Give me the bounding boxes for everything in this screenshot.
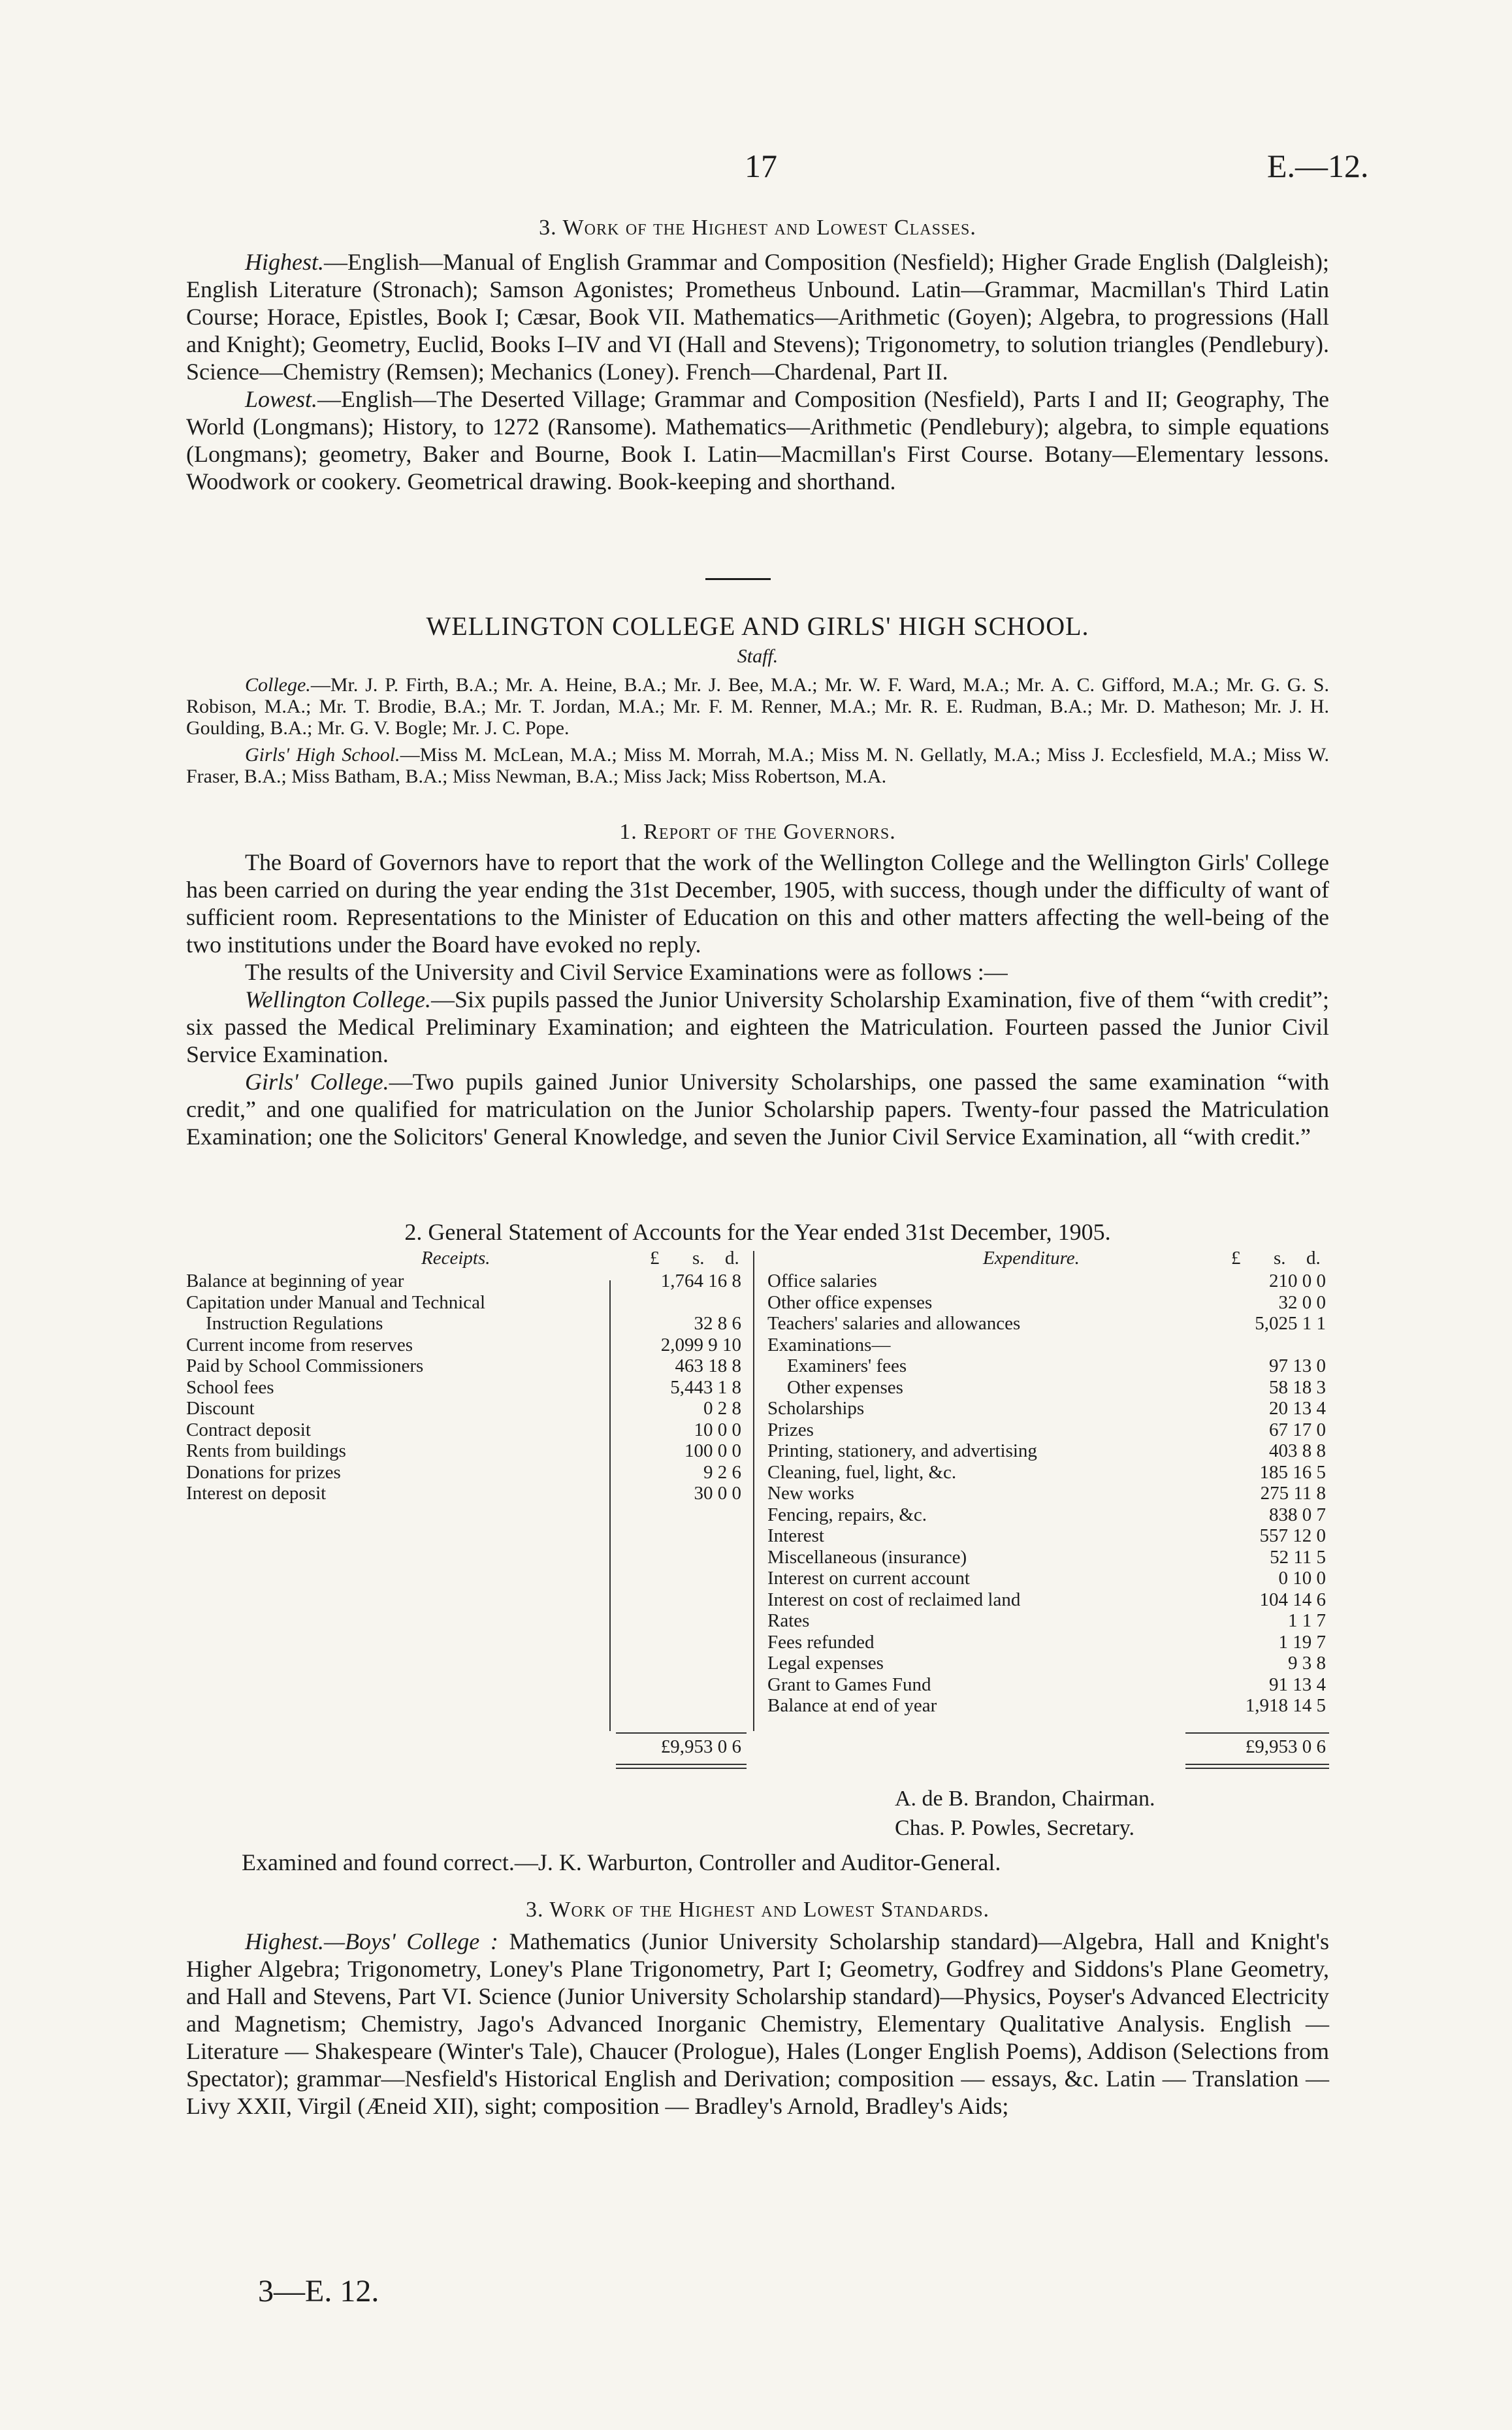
standards-text: Mathematics (Junior University Scholarship standard)—Algebra, Hall and Knight's Higher Algebra; Trigonometry, Loney's Plane Trigonometry, Part I; Geometry, Godfrey and Siddons's Plane Geometry, and Hall and Stevens, Part VI. Science (Junior University Scholarship standard)—Physics, Poyser's Advanced Electricity and Magnetism; Chemistry, Jago's Advanced Inorganic Chemistry, Elementary Qualitative Analysis. English — Literature — Shakespeare (Winter's Tale), Chaucer (Prologue), Hales (Longer English Poems), Addison (Selections from Spectator); grammar—Nesfield's Historical English and Derivation; composition — essays, &c. Latin — Translation — Livy XXII, Virgil (Æneid XII), sight; composition — Bradley's Arnold, Bradley's Aids; xyxy=(186,1928,1330,2119)
expenditure-label: Other office expenses xyxy=(767,1291,933,1313)
expenditure-label: Fencing, repairs, &c. xyxy=(767,1504,927,1525)
receipts-total: £9,953 0 6 xyxy=(660,1736,741,1757)
report-paragraph-4: Girls' College.—Two pupils gained Junior University Scholarships, one passed the same examination “with credit,” and one qualified for matriculation on the Junior Scholarship papers. Twenty-four passed the Matriculation Examination; one the Solicitors' General Knowledge, and seven the Junior Civil Service Examination, all “with credit.” xyxy=(186,1069,1329,1150)
wellington-college-label: Wellington College. xyxy=(245,986,431,1012)
expenditure-amount: 52 11 5 xyxy=(1270,1546,1326,1568)
receipts-amount xyxy=(591,1292,741,1313)
receipts-amount: 30 0 0 xyxy=(694,1483,741,1504)
expenditure-label: Examiners' fees xyxy=(787,1355,907,1376)
receipts-amount: 2,099 9 10 xyxy=(660,1334,741,1355)
receipts-label: Capitation under Manual and Technical xyxy=(186,1291,486,1313)
receipts-label: Instruction Regulations xyxy=(206,1313,383,1334)
school-staff-section xyxy=(186,611,1329,787)
expenditure-label: Legal expenses xyxy=(767,1653,884,1674)
receipts-label: Donations for prizes xyxy=(186,1461,341,1483)
staff-heading: Staff. xyxy=(737,645,779,667)
expenditure-total-rule-2 xyxy=(1185,1768,1329,1769)
receipts-amount: 10 0 0 xyxy=(694,1419,741,1440)
standards-heading: 3. Work of the Highest and Lowest Standards. xyxy=(526,1898,989,1922)
expenditure-label: Fees refunded xyxy=(767,1631,875,1653)
signature-mark: 3—E. 12. xyxy=(258,2274,379,2308)
expenditure-total-rule-1 xyxy=(1185,1764,1329,1765)
chairman-signature: A. de B. Brandon, Chairman. xyxy=(895,1787,1155,1811)
highest-text: —English—Manual of English Grammar and Composition (Nesfield); Higher Grade English (Dalgleish); English Literature (Stronach); Samson Agonistes; Prometheus Unbound. Latin—Grammar, Macmillan's Third Latin Course; Horace, Epistles, Book I; Cæsar, Book VII. Mathematics—Arithmetic (Goyen); Algebra, to progressions (Hall and Knight); Geometry, Euclid, Books I–IV and VI (Hall and Stevens); Trigonometry, to solution triangles (Pendlebury). Science—Chemistry (Remsen); Mechanics (Loney). French—Chardenal, Part II. xyxy=(186,249,1329,385)
college-staff-list xyxy=(186,674,1329,739)
expenditure-amount: 838 0 7 xyxy=(1269,1504,1326,1525)
expenditure-amount: 58 18 3 xyxy=(1269,1376,1326,1398)
expenditure-amount: 32 0 0 xyxy=(1278,1291,1326,1313)
expenditure-amount: 275 11 8 xyxy=(1260,1483,1326,1504)
receipts-amount: 100 0 0 xyxy=(684,1440,741,1461)
expenditure-amount: 403 8 8 xyxy=(1269,1440,1326,1461)
expenditure-col-shillings: s. xyxy=(1274,1248,1286,1269)
expenditure-label: Interest on current account xyxy=(767,1568,970,1589)
receipts-label: Receipts. xyxy=(421,1248,491,1269)
page-number: 17 xyxy=(745,148,777,184)
girls-college-label: Girls' College. xyxy=(245,1069,389,1095)
receipts-total-rule-2 xyxy=(616,1768,747,1769)
receipts-amount: 463 18 8 xyxy=(675,1355,741,1376)
standards-paragraph xyxy=(186,1928,1329,2120)
receipts-col-pounds: £ xyxy=(650,1248,660,1269)
expenditure-label: Examinations— xyxy=(767,1334,891,1355)
receipts-total-rule-1 xyxy=(616,1764,747,1765)
expenditure-amount: 97 13 0 xyxy=(1269,1355,1326,1376)
expenditure-label: Other expenses xyxy=(787,1376,903,1398)
expenditure-amount: 210 0 0 xyxy=(1269,1271,1326,1291)
expenditure-amount: 91 13 4 xyxy=(1269,1674,1326,1695)
college-label: College. xyxy=(245,674,311,696)
expenditure-label: Rates xyxy=(767,1610,810,1631)
college-staff-text: —Mr. J. P. Firth, B.A.; Mr. A. Heine, B.A.; Mr. J. Bee, M.A.; Mr. W. F. Ward, M.A.; Mr. A. C. Gifford, M.A.; Mr. G. G. S. Robison, M.A.; Mr. T. Brodie, B.A.; Mr. T. Jordan, M.A.; Mr. F. M. Renner, M.A.; Mr. R. E. Rudman, B.A.; Mr. D. Matheson; Mr. J. H. Goulding, B.A.; Mr. G. V. Bogle; Mr. J. C. Pope. xyxy=(186,674,1329,739)
governors-report xyxy=(186,820,1329,1150)
expenditure-label: Expenditure. xyxy=(983,1248,1080,1269)
expenditure-amount: 1,918 14 5 xyxy=(1245,1695,1326,1716)
secretary-signature: Chas. P. Powles, Secretary. xyxy=(895,1816,1135,1840)
expenditure-amount: 104 14 6 xyxy=(1259,1589,1326,1610)
expenditure-col-pence: d. xyxy=(1306,1248,1321,1269)
report-paragraph-1: The Board of Governors have to report that the work of the Wellington College and the Wellington Girls' College has been carried on during the year ending the 31st December, 1905, with success, though under the difficulty of want of sufficient room. Representations to the Minister of Education on this and other matters affecting the well-being of the two institutions under the Board have evoked no reply. xyxy=(186,849,1329,958)
expenditure-amount: 9 3 8 xyxy=(1288,1653,1326,1674)
receipts-label: Current income from reserves xyxy=(186,1334,413,1355)
expenditure-label: Balance at end of year xyxy=(767,1695,937,1716)
expenditure-amount: 0 10 0 xyxy=(1278,1568,1326,1589)
receipts-col-pence: d. xyxy=(725,1248,739,1269)
receipts-label: Paid by School Commissioners xyxy=(186,1355,424,1376)
girls-staff-text: —Miss M. McLean, M.A.; Miss M. Morrah, M.A.; Miss M. N. Gellatly, M.A.; Miss J. Ecclesfield, M.A.; Miss W. Fraser, B.A.; Miss Batham, B.A.; Miss Newman, B.A.; Miss Jack; Miss Robertson, M.A. xyxy=(186,744,1329,787)
expenditure-label: Interest xyxy=(767,1525,824,1546)
school-title: WELLINGTON COLLEGE AND GIRLS' HIGH SCHOOL. xyxy=(426,611,1089,641)
highest-label: Highest. xyxy=(245,249,324,275)
expenditure-amount: 557 12 0 xyxy=(1259,1525,1326,1546)
expenditure-amount: 20 13 4 xyxy=(1269,1398,1326,1419)
expenditure-total-rule-top xyxy=(1185,1732,1329,1734)
lowest-text: —English—The Deserted Village; Grammar and Composition (Nesfield), Parts I and II; Geography, The World (Longmans); History, to 1272 (Ransome). Mathematics—Arithmetic (Pendlebury); algebra, to simple equations (Longmans); geometry, Baker and Bourne, Book I. Latin—Macmillan's First Course. Botany—Elementary lessons. Woodwork or cookery. Geometrical drawing. Book-keeping and shorthand. xyxy=(186,386,1329,494)
girls-staff-list xyxy=(186,744,1329,787)
expenditure-label: New works xyxy=(767,1483,854,1504)
report-heading: 1. Report of the Governors. xyxy=(619,820,896,844)
expenditure-label: Grant to Games Fund xyxy=(767,1674,931,1695)
expenditure-col-pounds: £ xyxy=(1231,1248,1241,1269)
expenditure-label: Printing, stationery, and advertising xyxy=(767,1440,1037,1461)
expenditure-amount: 5,025 1 1 xyxy=(1255,1313,1326,1334)
receipts-amount: 32 8 6 xyxy=(694,1313,741,1334)
receipts-label: Rents from buildings xyxy=(186,1440,346,1461)
receipts-amount: 9 2 6 xyxy=(703,1461,741,1483)
section-heading: 3. Work of the Highest and Lowest Classes. xyxy=(539,216,976,240)
expenditure-label: Teachers' salaries and allowances xyxy=(767,1313,1021,1334)
accounts-heading: 2. General Statement of Accounts for the Year ended 31st December, 1905. xyxy=(404,1219,1111,1245)
auditor-statement: Examined and found correct.—J. K. Warburton, Controller and Auditor-General. xyxy=(242,1849,1001,1875)
expenditure-amount: 1 1 7 xyxy=(1288,1610,1326,1631)
girls-label: Girls' High School. xyxy=(245,744,400,766)
page-reference: E.—12. xyxy=(1267,148,1369,184)
expenditure-label: Scholarships xyxy=(767,1398,865,1419)
receipts-label: Contract deposit xyxy=(186,1419,311,1440)
receipts-label: Interest on deposit xyxy=(186,1483,327,1504)
receipts-col-shillings: s. xyxy=(692,1248,705,1269)
expenditure-amount: 1 19 7 xyxy=(1278,1631,1326,1653)
section-work-highest-lowest-standards xyxy=(186,1898,1329,2120)
standards-label: Highest.—Boys' College : xyxy=(245,1928,498,1954)
expenditure-label: Interest on cost of reclaimed land xyxy=(767,1589,1021,1610)
receipts-label: School fees xyxy=(186,1376,274,1398)
receipts-amount: 5,443 1 8 xyxy=(670,1376,741,1398)
receipts-amount: 0 2 8 xyxy=(703,1398,741,1419)
expenditure-label: Cleaning, fuel, light, &c. xyxy=(767,1461,957,1483)
divider-rule xyxy=(705,578,771,580)
expenditure-amount xyxy=(1179,1335,1326,1355)
expenditure-total: £9,953 0 6 xyxy=(1245,1736,1326,1757)
report-paragraph-2: The results of the University and Civil Service Examinations were as follows :— xyxy=(245,959,1008,985)
receipts-amount: 1,764 16 8 xyxy=(660,1271,741,1291)
accounts-table xyxy=(186,1248,1329,1783)
expenditure-label: Prizes xyxy=(767,1419,814,1440)
expenditure-label: Office salaries xyxy=(767,1271,877,1291)
column-divider xyxy=(753,1251,754,1731)
receipts-total-rule-top xyxy=(616,1732,747,1734)
expenditure-label: Miscellaneous (insurance) xyxy=(767,1546,967,1568)
report-paragraph-3: Wellington College.—Six pupils passed the Junior University Scholarship Examination, five of them “with credit”; six passed the Medical Preliminary Examination; and eighteen the Matriculation. Fourteen passed the Junior Civil Service Examination. xyxy=(186,986,1329,1067)
lowest-class-paragraph xyxy=(186,385,1329,495)
receipts-label: Balance at beginning of year xyxy=(186,1271,404,1291)
expenditure-amount: 185 16 5 xyxy=(1259,1461,1326,1483)
accounts-heading-wrap xyxy=(186,1218,1329,1246)
section-work-highest-lowest-classes xyxy=(186,216,1329,495)
expenditure-amount: 67 17 0 xyxy=(1269,1419,1326,1440)
highest-class-paragraph xyxy=(186,248,1329,385)
lowest-label: Lowest. xyxy=(245,386,318,412)
receipts-label: Discount xyxy=(186,1398,255,1419)
